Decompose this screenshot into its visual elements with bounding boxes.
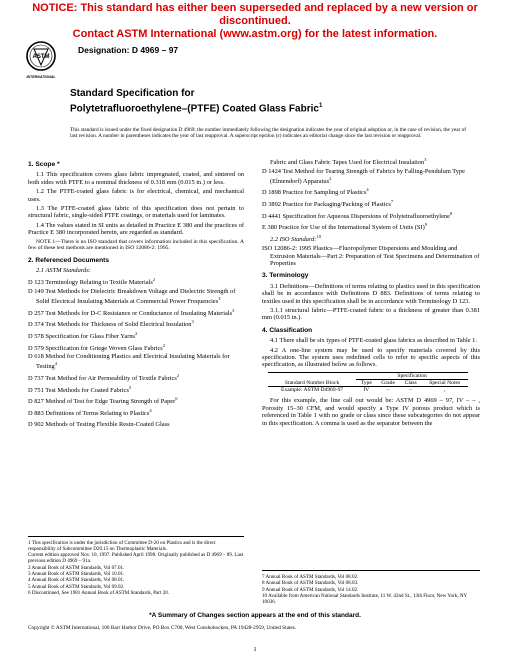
title-line-1: Standard Specification for (70, 88, 195, 99)
table-header-cell: Standard Number Block (268, 380, 356, 387)
page-number: 1 (253, 646, 257, 653)
title-footnote-mark: 1 (318, 103, 323, 109)
reference-item: D 883 Definitions of Terms Relating to Plastics$^4$ (28, 407, 152, 417)
footnote: 2 Annual Book of ASTM Standards, Vol 07.01. (28, 564, 125, 571)
title-line-2: Polytetrafluoroethylene–(PTFE) Coated Glass Fabric (70, 103, 319, 115)
reference-item: D 374 Test Methods for Thickness of Solid Electrical Insulation$^3$ (28, 319, 194, 329)
left-column (28, 156, 244, 430)
reference-item: D 737 Test Method for Air Permeability of Textile Fabrics$^2$ (28, 373, 180, 383)
para-1-1: 1.1 This specification covers glass fabric impregnated, coated, and sintered on both sides with PTFE to a nominal thickness of 0.318 mm (0.015 in.) or less. (28, 171, 244, 186)
footnote: 8 Annual Book of ASTM Standards, Vol 08.03. (262, 580, 359, 587)
para-2-1: 2.1 ASTM Standards: (36, 267, 91, 275)
reference-item: D 827 Method of Test for Edge Tearing Strength of Paper$^6$ (28, 396, 178, 406)
classification-heading: 4. Classification (262, 326, 313, 334)
iso-reference-item: ISO 12086-2: 1995 Plastics—Fluoropolymer Dispersions and Moulding and Extrusion Materials—Part 2: Preparation of Test Specimens and Determination of Properties (262, 245, 480, 267)
footnote: 1 This specification is under the jurisdiction of Committee D-20 on Plastics and is the direct responsibility of Subcommittee D20.15 on Thermoplastic Materials. (28, 540, 216, 552)
astm-reference-list (28, 276, 244, 428)
footnotes-left (28, 536, 244, 598)
footnote: Current edition approved Nov. 10, 1997. Published April 1998. Originally published as D 4969 – 89. Last previous edition D 4969 – 91a. (28, 552, 244, 565)
table-group-header: Specification (356, 372, 468, 379)
reference-item: D 4441 Specification for Aqueous Dispersions of Polytetrafluoroethylene$^8$ (262, 210, 453, 220)
reference-item: D 257 Test Methods for D-C Resistance or Conductance of Insulating Materials$^3$ (28, 307, 235, 318)
table-header-cell: Type (356, 380, 376, 387)
para-4-2: 4.2 A one-line system may be used to specify materials covered by this specification. The system uses redefined cells to refer to specific aspects of this specification, as illustrated below as follows. (262, 346, 480, 369)
issuance-statement: This standard is issued under the fixed designation D 4969; the number immediately following the designation indicates the year of original adoption or, in the case of revision, the year of last revision. A number in parentheses indicates the year of last reapproval. A superscript epsilon (ε) indicates an editorial change since the last revision or reapproval. (70, 127, 467, 140)
note-1: NOTE 1—There is no ISO standard that covers information included in this specification. A few of these test methods are mentioned in ISO 12086-2: 1995. (28, 238, 244, 252)
footnote: 3 Annual Book of ASTM Standards, Vol 10.01. (28, 571, 125, 578)
callout-table (268, 372, 468, 394)
table-cell: IV (363, 387, 370, 394)
scope-heading: 1. Scope * (28, 161, 60, 168)
footnotes-right (262, 570, 480, 607)
footnote: 7 Annual Book of ASTM Standards, Vol 08.02. (262, 574, 359, 580)
reference-item: D 1898 Practice for Sampling of Plastics$^4$ (262, 187, 369, 197)
para-1-4: 1.4 The values stated in SI units as detailed in Practice E 380 and the practices of Practice E 380 incorporated herein, are regarded as standard. (28, 221, 244, 237)
reference-item: D 751 Test Methods for Coated Fabrics$^5$ (28, 384, 132, 394)
svg-text:ASTM: ASTM (32, 54, 50, 60)
reference-item: D 902 Methods of Testing Flexible Resin-Coated Glass (28, 421, 170, 429)
reference-item: D 1424 Test Method for Tearing Strength of Fabrics by Falling-Pendulum Type (Elmendorf) Apparatus$^2$ (262, 167, 465, 186)
para-1-3: 1.3 The PTFE-coated glass fabric of this specification does not pertain to structural fabric, single-sided PTFE coatings, or materials used for laminates. (28, 205, 244, 220)
notice-line-2: Contact ASTM International (www.astm.org) for the latest information. (72, 28, 438, 40)
footnote: 6 Discontinued, See 1981 Annual Book of ASTM Standards, Part 20. (28, 590, 170, 597)
terminology-heading: 3. Terminology (262, 272, 309, 280)
para-2-2: 2.2 ISO Standard:$^{10}$ (270, 233, 321, 243)
astm-logo-icon (24, 40, 58, 80)
table-cell: Example: ASTM D4969-97 (281, 387, 344, 394)
table-row (268, 387, 468, 394)
footnote: 9 Annual Book of ASTM Standards, Vol 14.02. (262, 586, 359, 593)
para-3-1-1: 3.1.1 structural fabric—PTFE-coated fabric to a thickness of greater than 0.381 mm (0.015 in.). (262, 306, 480, 322)
reference-item: D 3892 Practice for Packaging/Packing of Plastics$^7$ (262, 199, 394, 209)
iso-reference-list (262, 245, 480, 267)
summary-of-changes-note: *A Summary of Changes section appears at the end of this standard. (149, 612, 361, 619)
footnote: 10 Available from American National Standards Institute, 11 W. 42nd St., 13th Floor, New York, NY 10036. (262, 593, 468, 606)
logo-caption: INTERNATIONAL (26, 75, 56, 79)
table-header-cell: Grade (376, 380, 400, 387)
astm-reference-list-continued (262, 156, 480, 232)
reference-item: D 618 Method for Conditioning Plastics and Electrical Insulating Materials for Testing$^4$ (28, 353, 230, 371)
para-3-1: 3.1 Definitions—Definitions of terms relating to plastics used in this specification shall be in accordance with Definitions D 883. Definitions of terms relating to textiles used in this specification shall be in accordance with Terminology D 123. (262, 282, 480, 305)
table-cell: – (386, 387, 390, 394)
footnote: 4 Annual Book of ASTM Standards, Vol 08.01. (28, 577, 125, 584)
referenced-documents-heading: 2. Referenced Documents (28, 256, 109, 264)
reference-item: Fabric and Glass Fabric Tapes Used for Electrical Insulation$^3$ (270, 157, 427, 167)
copyright-line: Copyright © ASTM International, 100 Barr Harbor Drive, PO Box C700, West Conshohocken, PA 19428-2959, United States. (28, 625, 297, 631)
reference-item: D 123 Terminology Relating to Textile Materials$^2$ (28, 277, 156, 287)
table-header-cell: Class (400, 380, 422, 387)
reference-item: D 578 Specification for Glass Fiber Yarns$^2$ (28, 331, 138, 341)
designation: Designation: D 4969 – 97 (78, 45, 179, 55)
para-4-1: 4.1 There shall be six types of PTFE-coated glass fabrics as described in Table 1. (270, 337, 477, 345)
table-cell: , (444, 387, 446, 394)
notice-line-1: NOTICE: This standard has either been superseded and replaced by a new version or discontinued. (32, 2, 478, 27)
supersede-notice (0, 2, 510, 41)
table-cell: – (409, 387, 413, 394)
footnote: 5 Annual Book of ASTM Standards, Vol 09.02. (28, 583, 125, 590)
para-1-2: 1.2 The PTFE-coated glass fabric is for electrical, chemical, and mechanical uses. (28, 188, 244, 203)
para-4-2-example: For this example, the line call out would be: ASTM D 4969 – 97, IV – – , Porosity 15–30 CFM, and would specify a Type IV porous product which is referenced in Table 1 with no grade or class since these subcategories do not appear in this specification. A comma is used as the separator between the (262, 397, 480, 427)
table-header-cell: Special Notes (421, 380, 468, 387)
document-title (70, 88, 470, 115)
reference-item: D 149 Test Methods for Dielectric Breakdown Voltage and Dielectric Strength of Solid Electrical Insulating Materials at Commercial Power Frequencies$^3$ (28, 288, 236, 306)
reference-item: D 579 Specification for Griege Woven Glass Fabrics$^2$ (28, 342, 166, 352)
reference-item: E 380 Practice for Use of the International System of Units (SI)$^9$ (262, 222, 427, 232)
right-column (262, 156, 480, 429)
